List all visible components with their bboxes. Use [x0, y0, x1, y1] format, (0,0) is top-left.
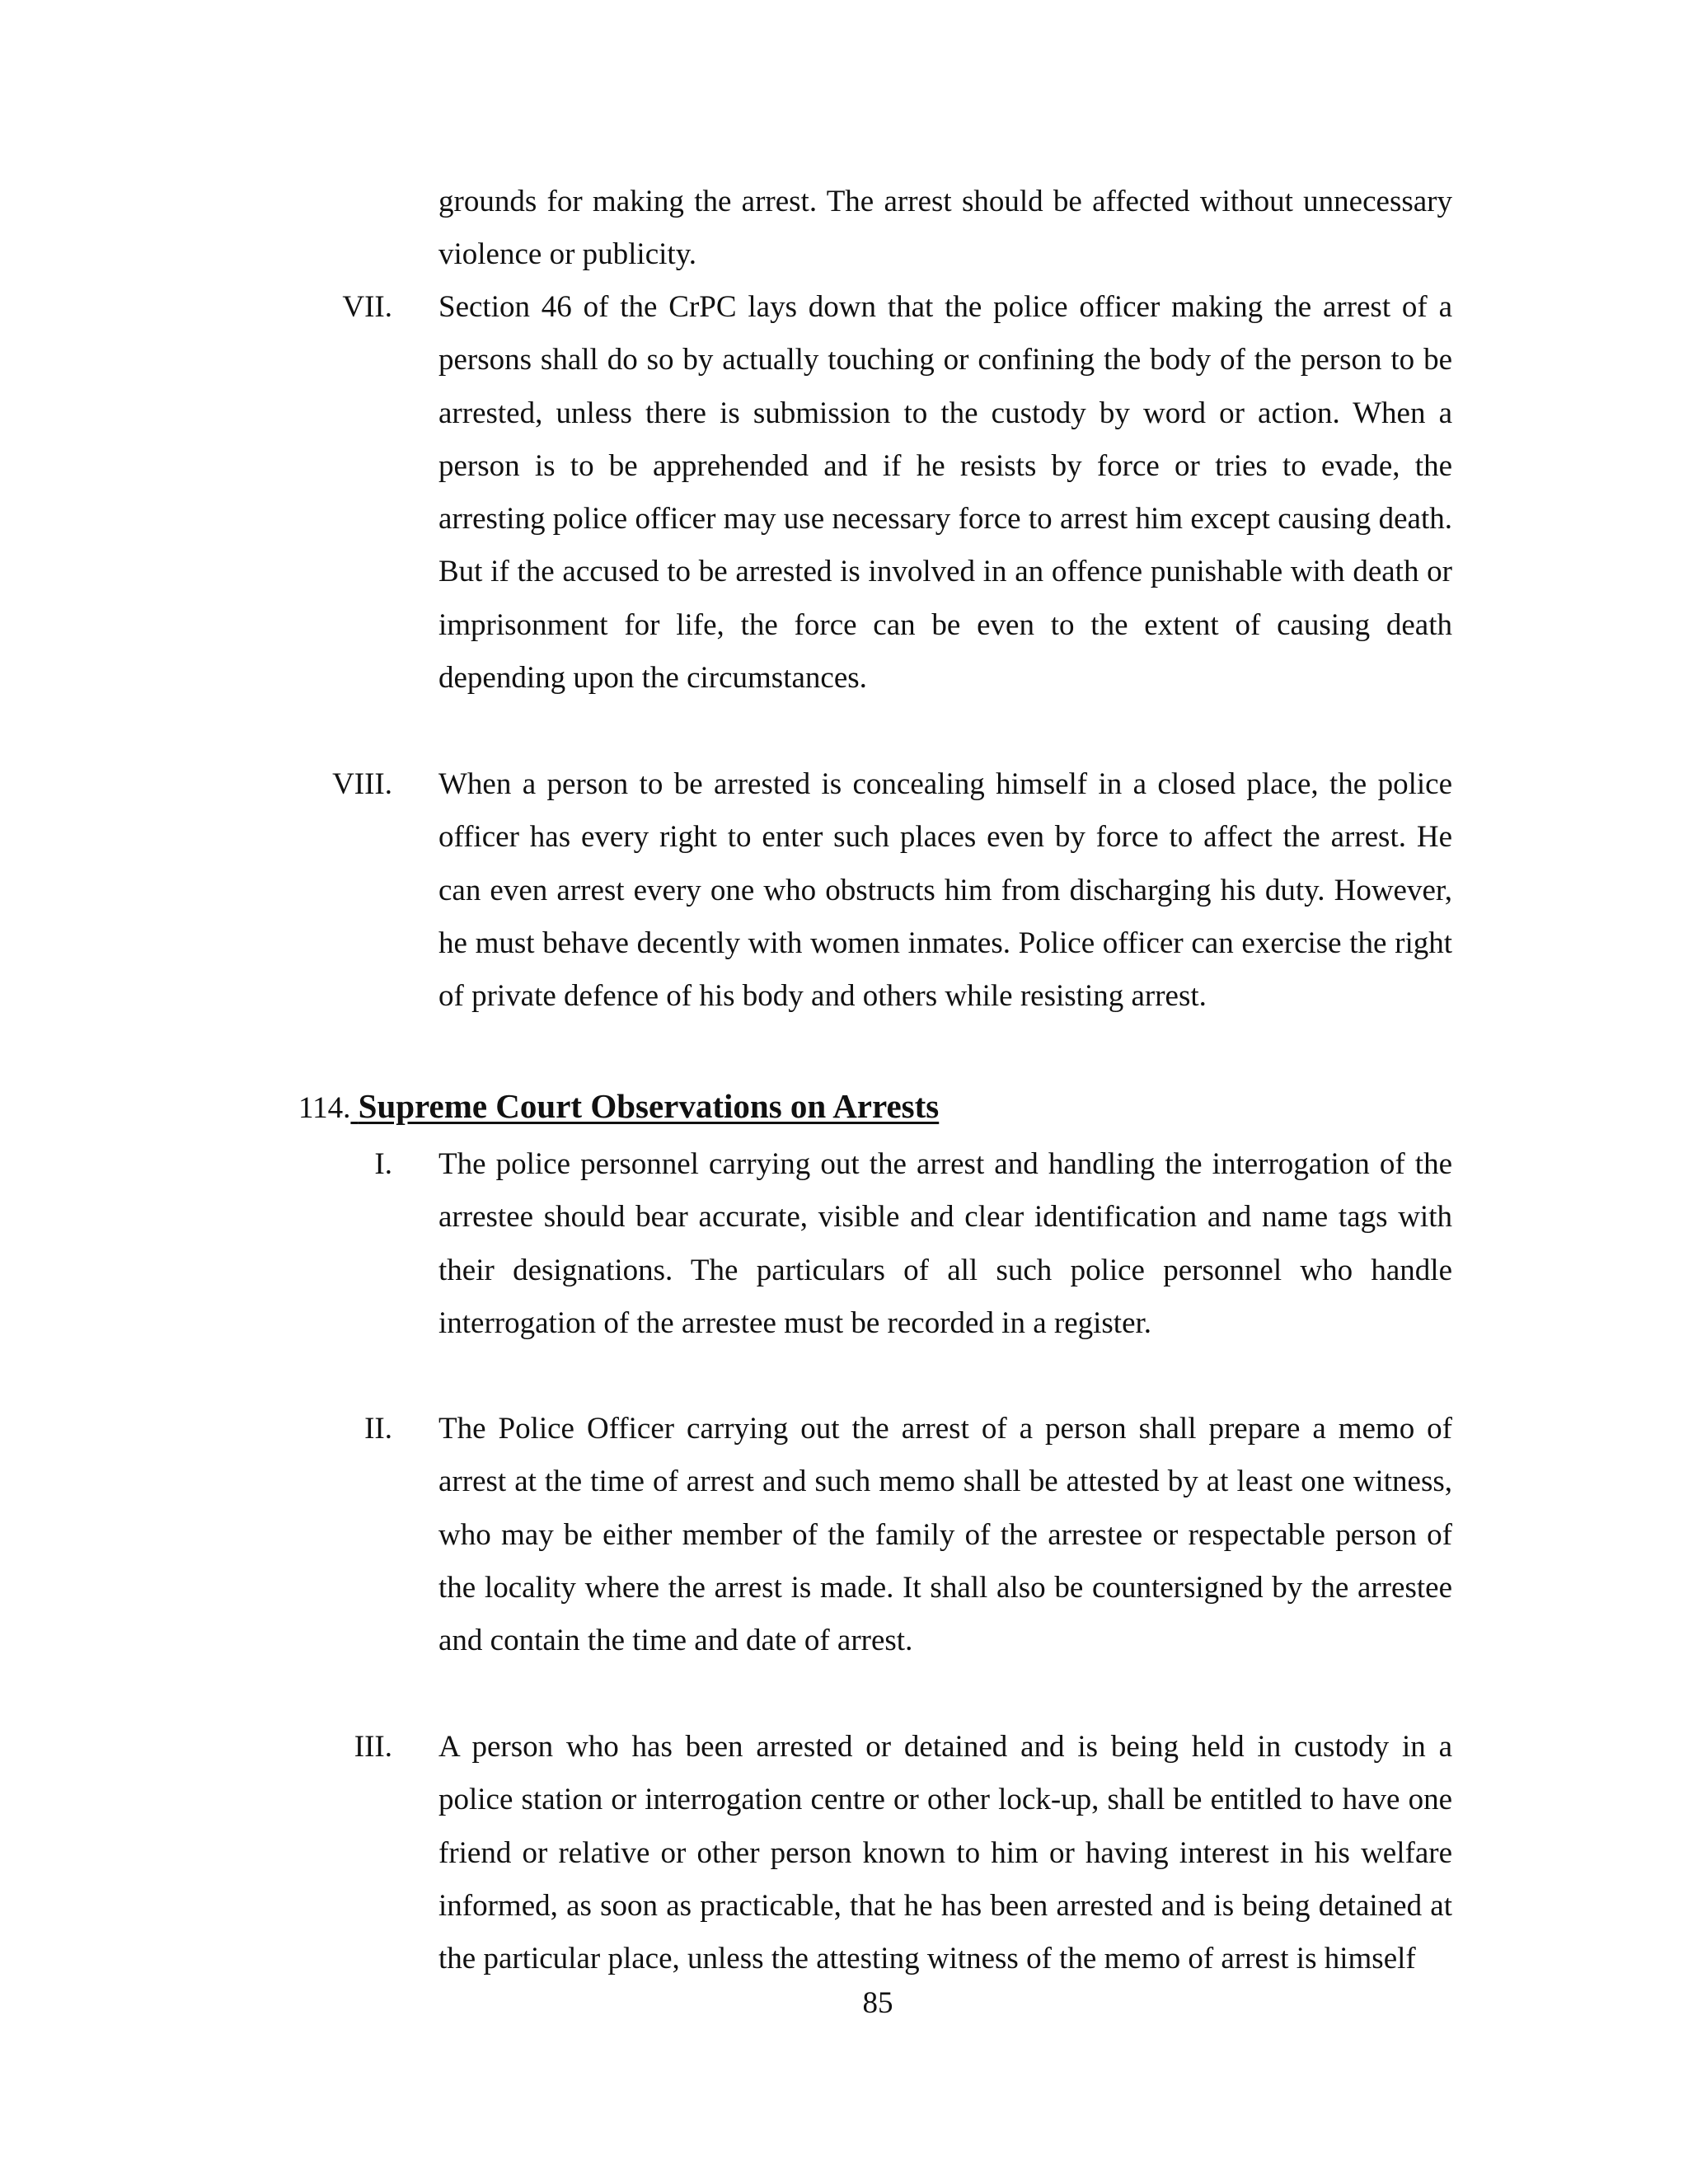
item-text-viii: When a person to be arrested is concealing himself in a closed place, the police officer has every right to enter such places even by force to affect the arrest. He can even arrest every one who obstructs him from discharging his duty. However, he must behave decently with women inmates. Police officer can exercise the right of private defence of his body and others while resisting arrest. — [438, 767, 1452, 1014]
item-text-iii: A person who has been arrested or detained and is being held in custody in a police station or interrogation centre or other lock-up, shall be entitled to have one friend or relative or other person known to him or having interest in his welfare informed, as soon as practicable, that he has been arrested and is being detained at the particular place, unless the attesting witness of the memo of arrest is himself — [438, 1730, 1452, 1976]
item-text-i: The police personnel carrying out the arrest and handling the interrogation of the arrestee should bear accurate, visible and clear identification and name tags with their designations. The particulars of all such police personnel who handle interrogation of the arrestee must be recorded in a register. — [438, 1147, 1452, 1340]
section-heading-gap — [350, 1091, 358, 1125]
section-title: Supreme Court Observations on Arrests — [358, 1087, 940, 1125]
item-numeral-iii: III. — [354, 1730, 392, 1764]
item-text-vii: Section 46 of the CrPC lays down that the police officer making the arrest of a persons shall do so by actually touching or confining the body of the person to be arrested, unless there is submission to the custody by word or action. When a person is to be apprehended and if he resists by force or tries to evade, the arresting police officer may use necessary force to arrest him except causing death. But if the accused to be arrested is involved in an offence punishable with death or imprisonment for life, the force can be even to the extent of causing death depending upon the circumstances. — [438, 290, 1452, 696]
item-numeral-ii: II. — [364, 1412, 392, 1446]
page-number: 85 — [862, 1986, 893, 2020]
continuation-paragraph: grounds for making the arrest. The arrest should be affected without unnecessary violence or publicity. — [438, 185, 1452, 272]
section-number: 114. — [298, 1091, 351, 1125]
item-numeral-i: I. — [374, 1147, 392, 1181]
item-numeral-vii: VII. — [342, 290, 392, 324]
section-heading — [298, 1080, 939, 1135]
item-numeral-viii: VIII. — [332, 767, 392, 801]
item-text-ii: The Police Officer carrying out the arrest of a person shall prepare a memo of arrest at the time of arrest and such memo shall be attested by at least one witness, who may be either member of the family of the arrestee or respectable person of the locality where the arrest is made. It shall also be countersigned by the arrestee and contain the time and date of arrest. — [438, 1412, 1452, 1658]
